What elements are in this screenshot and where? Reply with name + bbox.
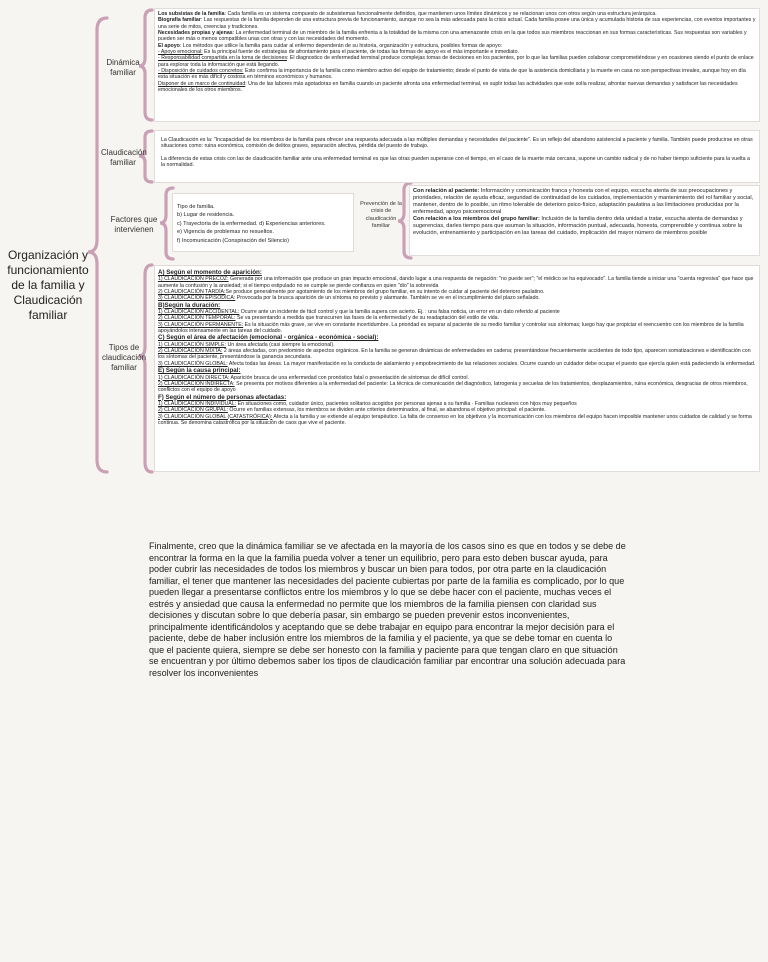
text-line <box>158 394 756 401</box>
text-segment: Aparición brusca de una enfermedad con pronóstico fatal o presentación de síntomas de difícil control. <box>229 374 469 381</box>
text-segment-emphasis: A) Según el momento de aparición: <box>158 269 262 276</box>
text-segment-emphasis: Necesidades propias y ajenas <box>158 30 233 37</box>
text-line <box>158 302 756 309</box>
text-segment: Es la principal fuente de estrategias de afrontamiento para el paciente, de todas las formas de apoyo es el más importante e inmediato. <box>202 49 520 56</box>
text-segment: Ocurre ante un incidente de fácil control y que la familia supera con acierto. Ej. : una falsa noticia, un error en un dato referido al paciente <box>239 309 560 316</box>
text-segment: : El diagnostico de enfermedad terminal produce complejas tomas de decisiones en los pacientes, por lo que las familias pueden colaborar comprometiéndose y en ocasiones siendo el punto de enlace para explorar toda la información que está llegando. <box>158 55 754 68</box>
factor-item: e) Vigencia de problemas no resueltos. <box>177 229 274 236</box>
text-segment-emphasis: - Disposición de cuidados concretos: <box>158 68 244 75</box>
text-line <box>158 361 756 367</box>
text-line <box>158 30 756 43</box>
text-line <box>158 17 756 30</box>
factor-item: Tipo de familia. <box>177 204 215 210</box>
text-segment: : La enfermedad terminal de un miembro de la familia enfrenta a la totalidad de la misma con una amenazante crisis en la que todos sus miembros reaccionan en sus formas características. Sus respuestas son variables y pueden ser más o menos compatibles unas con otras y con las necesidades del momento. <box>158 30 747 43</box>
prevencion-box <box>409 185 760 256</box>
text-segment: Inclusión de la familia dentro dela unidad a tratar, escucha atenta de demandas y sugerencias, darles tiempo para que asuman la situación, información puntual, adecuada, honesta, comprensible y continua sobre la evolución, entrenamiento y participación en las tareas del cuidado, implicación del mayor número de miembros posible <box>413 215 743 236</box>
text-segment-emphasis: 1) CLAUDICACIÓN DIRECTA: <box>158 374 230 381</box>
text-segment: Se presenta por motivos diferentes a la enfermedad del paciente: La técnica de comunicación del diagnóstico, Iatrogenia y secuelas de los tratamientos, desplazamientos, ruina económica, desgracias de otros miembros, conflictos con el equipo de apoyo <box>158 380 748 394</box>
text-segment-emphasis: 2) CLAUDICACIÓN INDIRECTA: <box>158 380 235 387</box>
text-segment-emphasis: 3) CLAUDICACIÓN EPISÓDICA: <box>158 295 236 302</box>
text-line <box>158 81 756 94</box>
text-segment-emphasis: 1) CLAUDICACIÓN PRECOZ: <box>158 276 229 283</box>
text-line <box>158 276 756 289</box>
text-segment: En situaciones como, cuidador único, pacientes solitarios acogidos por personas ajenas a su familia · Familias nucleares con hijos muy pequeños <box>236 400 577 407</box>
text-segment-emphasis: 1) CLAUDICACIÓN INDIVIDUAL: <box>158 400 237 407</box>
text-segment-emphasis: Disponer de un marco de continuidad <box>158 80 246 87</box>
tipos-box <box>154 265 760 472</box>
text-segment-emphasis: F) Según el número de personas afectadas: <box>158 393 287 401</box>
text-segment: Un área afectada (casi siempre la emocional). <box>225 341 335 348</box>
text-segment: Ocurre en familias extensas, los miembros se dividen ante criterios determinados, al final, se abandona el objetivo principal: el paciente. <box>227 407 546 414</box>
text-segment: Es la situación más grave, se vive en constante incertidumbre. La prioridad es separar al paciente de su medio familiar y controlar sus síntomas; luego hay que propiciar el reencuentro con los miembros de la familia apoyándolos intensamente en las tareas del cuidado. <box>158 321 744 335</box>
text-segment: Información y comunicación franca y honesta con el equipo, escucha atenta de sus preocupaciones y prioridades, relación de ayuda eficaz, seguridad de continuidad de los cuidados, implementación y mantenimiento del rol familiar y social, mantener, dentro de lo posible, un ritmo tolerable de deterioro psico-físico, adaptación paulatina a las limitaciones producidas por la enfermedad, apoyo psicoemocional <box>413 188 754 215</box>
text-segment-emphasis: C) Según el área de afectación (emocional - orgánica - económica - social): <box>158 334 379 342</box>
claudicacion-difference: La diferencia de estas crisis con las de claudicación familiar ante una enfermedad terminal es que las otras pueden superarse con el tiempo, en el caso de la muerte más cercana, supone un cambio radical y de no haber tiempo suficiente para la vuelta a la normalidad. <box>161 155 750 169</box>
text-segment: Afecta a la familia y se extiende al equipo terapéutico. La falta de consenso en los objetivos y la incomunicación con los miembros del equipo hacen imposible mantener unos cuidados de calidad y se forma continua. Se denomina catastrófica por la situación de caos que vive el paciente. <box>158 413 752 426</box>
text-segment: : Las respuestas de la familia dependen de una estructura previa de funcionamiento, aunque no sea la más adecuada para la crisis actual. Cada familia posee una única y acumulada historia de sus experiencias, con eventos importantes y una serie de mitos, creencias y tradiciones. <box>158 17 756 30</box>
factor-item: b) Lugar de residencia. <box>177 212 235 219</box>
branch-label-dinamica: Dinámica familiar <box>106 58 140 77</box>
factor-item: f) Incomunicación (Conspiración del Silencio) <box>177 237 289 244</box>
text-line <box>158 334 756 341</box>
text-segment-emphasis: 2) CLAUDICACIÓN TARDÍA: <box>158 289 226 296</box>
text-segment-emphasis: Con relación al paciente: <box>413 188 480 194</box>
text-line <box>158 367 756 374</box>
claudicacion-definition: La Claudicación es la: "Incapacidad de los miembros de la familia para ofrecer una respuesta adecuada a las múltiples demandas y necesidades del paciente". Es un reflejo del abandono asistencial a paciente y familia. También puede producirse en otras situaciones como: ruina económica, comisión de delitos graves, separación afectiva, pérdida del puesto de trabajo. <box>161 137 753 150</box>
text-line <box>158 381 756 394</box>
text-segment: : Una de las labores más agotadoras en familia cuando un paciente afronta una enfermedad terminal, es suplir todas las actividades que este solía realizar, afrontar nuevas demandas y satisfacer las necesidades emocionales de los otros miembros. <box>158 80 738 94</box>
text-segment-emphasis: 3) CLAUDICACIÓN GLOBAL (CATASTRÓFICA): <box>158 413 273 420</box>
text-segment-emphasis: 2) CLAUDICACIÓN TEMPORAL: <box>158 315 236 322</box>
text-segment: Provocada por la brusca aparición de un síntoma no previsto y alarmante. También se ve en el incumplimiento del plazo señalado. <box>235 295 540 302</box>
text-segment-emphasis: 3) CLAUDICACIÓN GLOBAL: <box>158 360 228 367</box>
text-segment: Esto confirma la importancia de la familia como miembro activo del equipo de tratamiento; desde el punto de vista de que la asistencia domiciliaria y la muerte en casa no son perspectivas irreales, aunque hoy en día esta situación es más difícil y costosa en términos económicos y humanos. <box>158 68 746 81</box>
text-segment-emphasis: 1) CLAUDICACIÓN SIMPLE: <box>158 341 226 348</box>
text-segment: Se va presentando a medida que transcurren las fases de la enfermedad y de su readaptación del estilo de vida. <box>235 315 500 322</box>
text-segment: Se produce generalmente por agotamiento de los miembros del grupo familiar, en su intento de cuidar al paciente del deterioro paulatino. <box>225 289 545 296</box>
text-segment-emphasis: B)Según la duración: <box>158 301 221 309</box>
text-segment-emphasis: 2) CLAUDICACIÓN MIXTA: <box>158 348 223 355</box>
text-segment-emphasis: Biografía familiar <box>158 17 201 24</box>
text-segment: 2 áreas afectadas, con predominio de aspectos orgánicos. En la familia se generan dinámicas de enfermedades en cadena; presentándose frecuentemente accidentes de todo tipo, aparecen somatizaciones e identificación con los síntomas del paciente, presentándose la ganancia secundaria. <box>158 348 751 361</box>
branch-label-factores: Factores que intervienen <box>110 215 158 234</box>
branch-label-claudicacion: Claudicación familiar <box>101 148 147 167</box>
prevencion-label: Prevención de la crisis de claudicación familiar <box>360 201 402 230</box>
text-segment-emphasis: - Responsabilidad compartida en la toma de decisiones <box>158 55 287 62</box>
text-line <box>158 322 756 335</box>
factor-item: c) Trayectoria de la enfermedad. d) Experiencias anteriores. <box>177 220 326 227</box>
main-brace <box>88 18 107 472</box>
text-line <box>158 55 756 68</box>
text-line <box>413 188 756 216</box>
text-segment-emphasis: Los subsistas de la familia <box>158 11 225 17</box>
text-line <box>158 68 756 81</box>
text-segment: : Cada familia es un sistema compuesto de subsistemas funcionalmente definidos, que mantienen unos límites dinámicos y se relacionan unos con otros según una estructura jerárquica. <box>224 11 657 17</box>
text-line <box>158 348 756 361</box>
text-segment: Afecta todas las áreas. La mayor manifestación es la conducta de aislamiento y empobrecimiento de las relaciones sociales. Ocurre cuando un cuidador debe ocupar el puesto que ejercía quien está padeciendo la enfermedad. <box>227 360 756 367</box>
text-segment: Generada por una información que produce un gran impacto emocional, dando lugar a una respuesta de negación: "no puede ser"; "el médico se ha equivocado". La familia tiende a iniciar una "cuenta regresiva" que hace que aumente la confusión y la ansiedad; si el tiempo estipulado no se cumple se pierde confianza en quien "dio" la sobrevida <box>158 276 754 289</box>
text-segment-emphasis: 2) CLAUDICACIÓN GRUPAL: <box>158 407 228 414</box>
text-line <box>158 414 756 427</box>
text-segment-emphasis: E) Según la causa principal: <box>158 367 241 375</box>
text-segment-emphasis: 3) CLAUDICACIÓN PERMANENTE: <box>158 321 244 328</box>
factores-box <box>172 193 354 252</box>
branch-label-tipos: Tipos de claudicación familiar <box>101 343 147 372</box>
text-segment-emphasis: El apoyo <box>158 42 180 49</box>
conclusion-paragraph: Finalmente, creo que la dinámica familiar se ve afectada en la mayoría de los casos sino es que en todos y se debe de encontrar la forma en la que la familia pueda volver a tener un equilibrio, pero para esto deben buscar ayuda, para poder cubrir las necesidades de todos los miembros y buscar un bien para todos, por otra parte en la claudicación familiar, el tener que mantener las necesidades del paciente cubiertas por parte de la familia es complicado, por lo que pueden llegar a presentarse conflictos entre los miembros y lo que se debe hacer con el paciente, muchas veces el estrés y ansiedad que causa la enfermedad no permite que los miembros de la familia piensen con claridad sus decisiones y discutan sobre lo que debería pasar, sin embargo se pueden prevenir estos inconvenientes, principalmente identificándolos y aceptando que se debe trabajar en equipo para encontrar la mejor decisión para el paciente, debe de haber inclusión entre los miembros de la familia y el paciente, ya que se debe tomar en cuenta lo que el paciente quiera, siempre se debe ser honesto con la familia y paciente para que tengan claro en que situación se encuentran y por último debemos saber los tipos de claudicación familiar par encontrar una solución adecuada para resolver los inconvenientes <box>149 541 626 679</box>
dinamica-box <box>154 8 760 122</box>
claudicacion-box <box>154 130 760 183</box>
text-segment-emphasis: Con relación a los miembros del grupo familiar: <box>413 215 540 222</box>
root-label: Organización y funcionamiento de la familia y Claudicación familiar <box>7 248 89 322</box>
text-line <box>413 216 756 237</box>
text-segment-emphasis: 1) CLAUDICACIÓN ACCIDENTAL: <box>158 309 240 316</box>
text-segment: : Los métodos que utilice la familia para cuidar al enfermo dependerán de su historia, organización y estructura, posibles formas de apoyo: <box>179 42 503 49</box>
text-segment-emphasis: - Apoyo emocional: <box>158 49 203 56</box>
